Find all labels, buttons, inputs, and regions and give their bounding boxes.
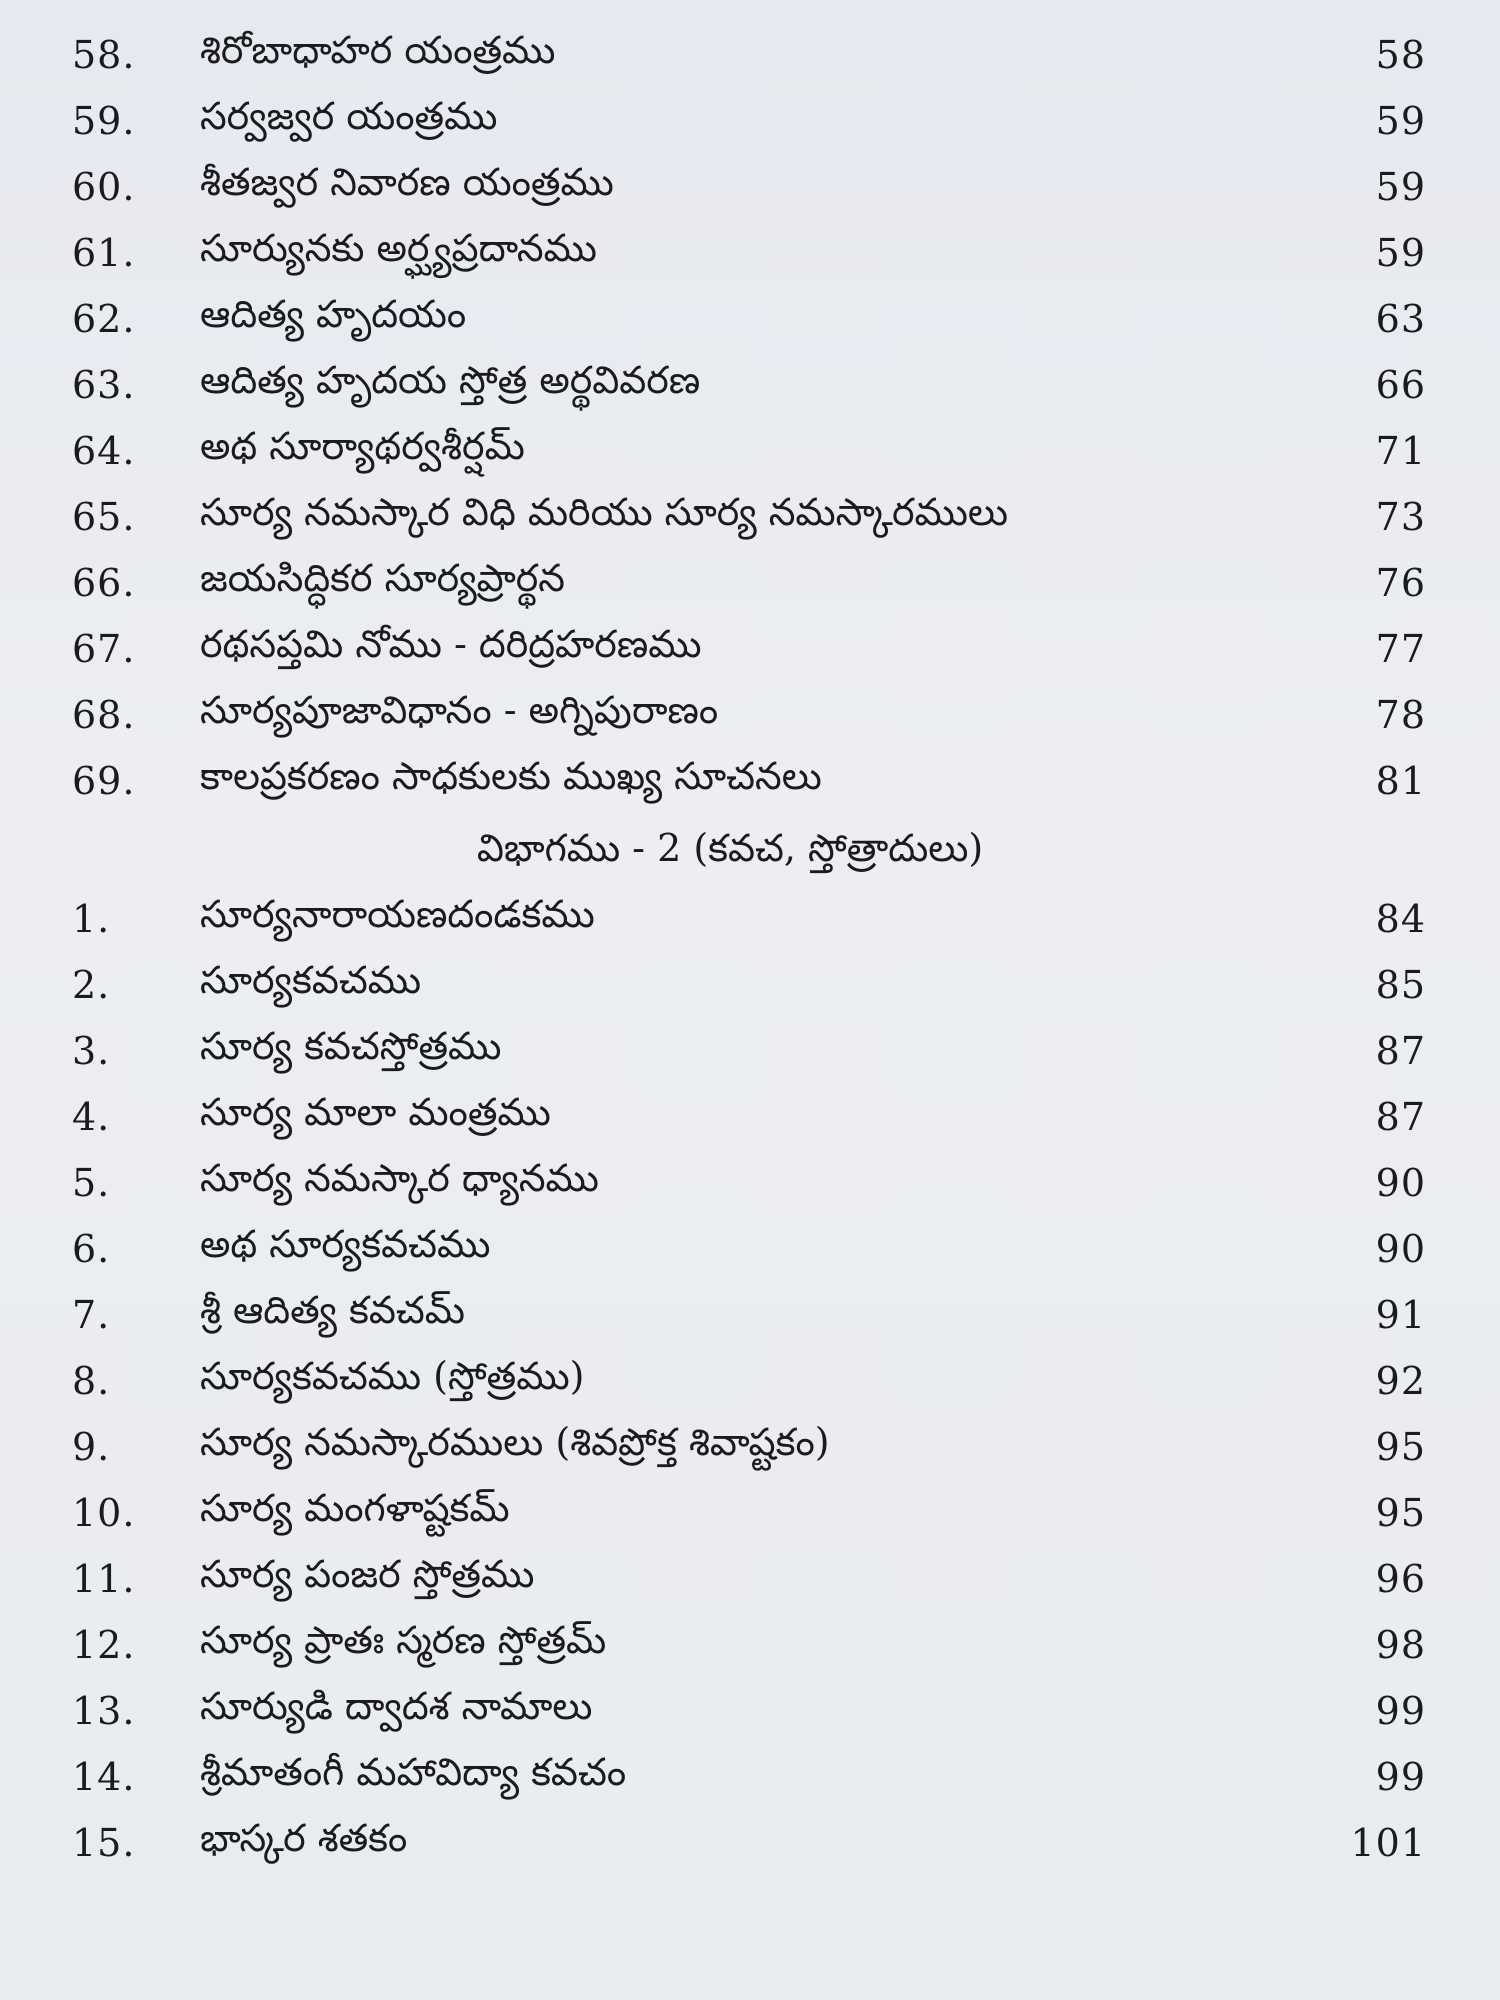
entry-title: సూర్యునకు అర్ఘ్యప్రదానము: [200, 226, 597, 270]
entry-page-number: 96: [1375, 1557, 1426, 1601]
entry-number: 13.: [72, 1689, 136, 1733]
entry-title: సూర్య నమస్కారములు (శివప్రోక్త శివాష్టకం): [200, 1420, 830, 1464]
toc-entry: [0, 1480, 1500, 1546]
entry-number: 11.: [72, 1557, 136, 1601]
entry-title: శ్రీమాతంగీ మహావిద్యా కవచం: [200, 1750, 627, 1794]
entry-number: 5.: [72, 1161, 111, 1205]
entry-number: 61.: [72, 231, 136, 275]
entry-page-number: 98: [1375, 1623, 1426, 1667]
entry-number: 58.: [72, 33, 136, 77]
entry-page-number: 59: [1375, 231, 1426, 275]
entry-title: సూర్యపూజావిధానం - అగ్నిపురాణం: [200, 688, 719, 732]
entry-page-number: 59: [1375, 165, 1426, 209]
section-heading: [0, 820, 1500, 886]
entry-title: సర్వజ్వర యంత్రము: [200, 94, 498, 138]
entry-number: 4.: [72, 1095, 111, 1139]
entry-title: భాస్కర శతకం: [200, 1816, 408, 1860]
entry-title: సూర్య నమస్కార విధి మరియు సూర్య నమస్కారములు: [200, 490, 1008, 534]
entry-number: 64.: [72, 429, 136, 473]
entry-number: 62.: [72, 297, 136, 341]
toc-entry: [0, 1414, 1500, 1480]
toc-entry: [0, 748, 1500, 814]
entry-title: రథసప్తమి నోము - దరిద్రహరణము: [200, 622, 702, 666]
entry-title: సూర్యుడి ద్వాదశ నామాలు: [200, 1684, 593, 1728]
toc-entry: [0, 1612, 1500, 1678]
entry-title: కాలప్రకరణం సాధకులకు ముఖ్య సూచనలు: [200, 754, 822, 798]
entry-page-number: 91: [1375, 1293, 1426, 1337]
entry-number: 8.: [72, 1359, 111, 1403]
entry-title: శ్రీ ఆదిత్య కవచమ్: [200, 1288, 465, 1332]
entry-title: సూర్య మంగళాష్టకమ్: [200, 1486, 510, 1530]
entry-page-number: 58: [1375, 33, 1426, 77]
entry-number: 1.: [72, 897, 111, 941]
entry-number: 2.: [72, 963, 111, 1007]
entry-title: సూర్యకవచము (స్తోత్రము): [200, 1354, 585, 1398]
toc-entry: [0, 1084, 1500, 1150]
entry-page-number: 87: [1375, 1029, 1426, 1073]
toc-entry: [0, 1744, 1500, 1810]
toc-entry: [0, 220, 1500, 286]
entry-page-number: 78: [1375, 693, 1426, 737]
entry-title: జయసిద్ధికర సూర్యప్రార్థన: [200, 556, 565, 600]
toc-entry: [0, 1348, 1500, 1414]
entry-number: 10.: [72, 1491, 136, 1535]
entry-number: 6.: [72, 1227, 111, 1271]
entry-title: ఆదిత్య హృదయ స్తోత్ర అర్థవివరణ: [200, 358, 701, 402]
toc-entry: [0, 286, 1500, 352]
entry-number: 69.: [72, 759, 136, 803]
entry-title: సూర్య కవచస్తోత్రము: [200, 1024, 502, 1068]
entry-title: సూర్య నమస్కార ధ్యానము: [200, 1156, 599, 1200]
toc-entry: [0, 22, 1500, 88]
entry-number: 66.: [72, 561, 136, 605]
entry-title: శిరోబాధాహర యంత్రము: [200, 28, 556, 72]
entry-page-number: 101: [1350, 1821, 1426, 1865]
entry-page-number: 81: [1375, 759, 1426, 803]
toc-entry: [0, 952, 1500, 1018]
entry-number: 60.: [72, 165, 136, 209]
entry-page-number: 99: [1375, 1689, 1426, 1733]
entry-title: శీతజ్వర నివారణ యంత్రము: [200, 160, 614, 204]
entry-page-number: 85: [1375, 963, 1426, 1007]
entry-title: సూర్యకవచము: [200, 958, 422, 1002]
entry-page-number: 77: [1375, 627, 1426, 671]
entry-number: 65.: [72, 495, 136, 539]
entry-title: అథ సూర్యాథర్వశీర్షమ్: [200, 424, 525, 468]
entry-number: 63.: [72, 363, 136, 407]
toc-entry: [0, 352, 1500, 418]
entry-page-number: 66: [1375, 363, 1426, 407]
toc-entry: [0, 886, 1500, 952]
toc-entry: [0, 88, 1500, 154]
toc-entry: [0, 1678, 1500, 1744]
entry-title: సూర్య మాలా మంత్రము: [200, 1090, 551, 1134]
entry-title: సూర్యనారాయణదండకము: [200, 892, 595, 936]
toc-entry: [0, 616, 1500, 682]
entry-page-number: 59: [1375, 99, 1426, 143]
toc-entry: [0, 682, 1500, 748]
toc-entry: [0, 1546, 1500, 1612]
toc-entry: [0, 154, 1500, 220]
entry-title: ఆదిత్య హృదయం: [200, 292, 467, 336]
entry-page-number: 95: [1375, 1425, 1426, 1469]
entry-number: 67.: [72, 627, 136, 671]
entry-page-number: 73: [1375, 495, 1426, 539]
entry-page-number: 95: [1375, 1491, 1426, 1535]
entry-page-number: 63: [1375, 297, 1426, 341]
toc-entry: [0, 1216, 1500, 1282]
entry-number: 68.: [72, 693, 136, 737]
toc-entry: [0, 1282, 1500, 1348]
entry-title: సూర్య పంజర స్తోత్రము: [200, 1552, 535, 1596]
entry-page-number: 84: [1375, 897, 1426, 941]
entry-number: 59.: [72, 99, 136, 143]
toc-entry: [0, 418, 1500, 484]
entry-number: 7.: [72, 1293, 111, 1337]
entry-page-number: 90: [1375, 1161, 1426, 1205]
entry-number: 14.: [72, 1755, 136, 1799]
entry-title: సూర్య ప్రాతః స్మరణ స్తోత్రమ్: [200, 1618, 607, 1662]
section-heading-text: విభాగము - 2 (కవచ, స్తోత్రాదులు): [476, 826, 984, 870]
entry-page-number: 71: [1375, 429, 1426, 473]
toc-entry: [0, 484, 1500, 550]
entry-number: 15.: [72, 1821, 136, 1865]
entry-page-number: 99: [1375, 1755, 1426, 1799]
entry-page-number: 92: [1375, 1359, 1426, 1403]
entry-number: 12.: [72, 1623, 136, 1667]
entry-page-number: 87: [1375, 1095, 1426, 1139]
entry-number: 3.: [72, 1029, 111, 1073]
toc-entry: [0, 1150, 1500, 1216]
entry-page-number: 76: [1375, 561, 1426, 605]
entry-title: అథ సూర్యకవచము: [200, 1222, 491, 1266]
entry-page-number: 90: [1375, 1227, 1426, 1271]
entry-number: 9.: [72, 1425, 111, 1469]
toc-entry: [0, 1810, 1500, 1876]
toc-entry: [0, 1018, 1500, 1084]
toc-entry: [0, 550, 1500, 616]
